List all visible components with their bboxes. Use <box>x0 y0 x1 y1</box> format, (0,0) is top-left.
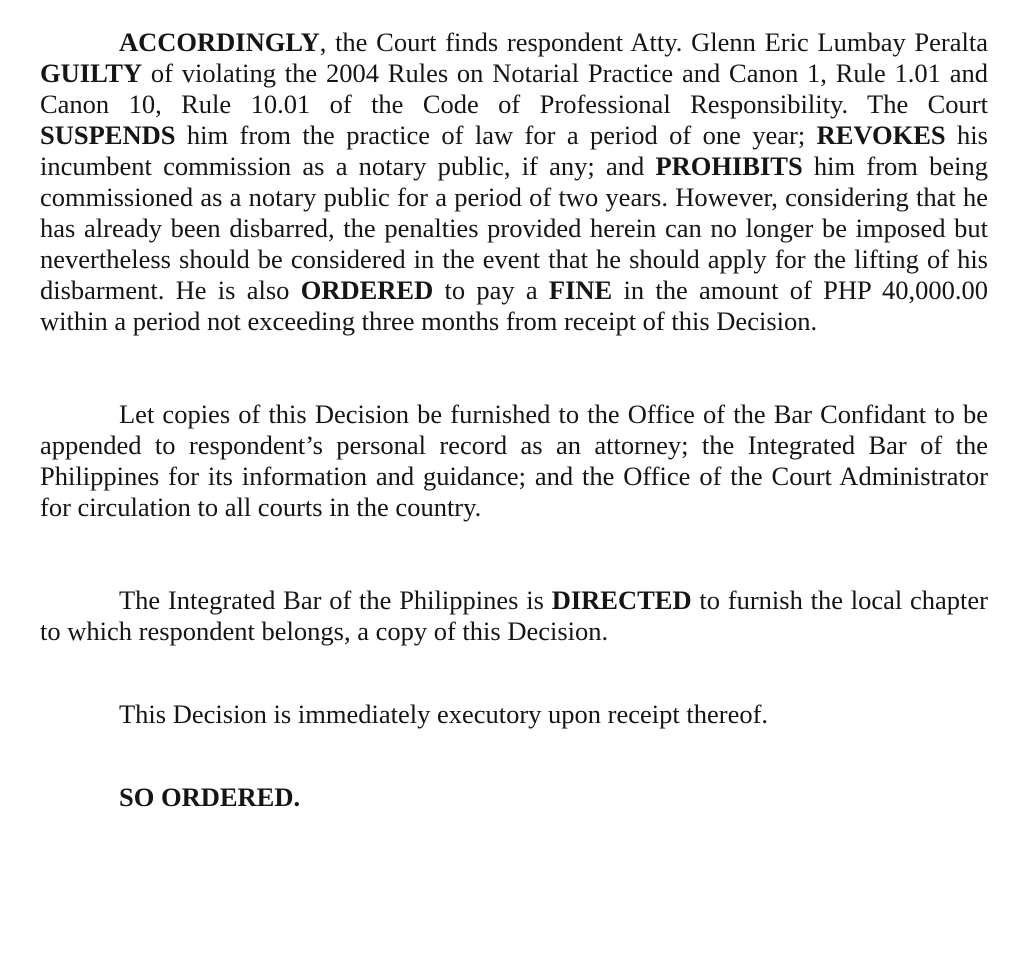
text-run: The Integrated Bar of the Philippines is <box>119 585 552 615</box>
text-run: , the Court finds respondent Atty. Glenn Eric Lumbay Peralta <box>319 27 988 57</box>
paragraph-furnish-copies <box>40 399 988 523</box>
bold-term: SUSPENDS <box>40 120 176 150</box>
bold-term: SO ORDERED. <box>119 782 301 812</box>
text-run: Let copies of this Decision be furnished to the Office of the Bar Confidant to be appended to respondent’s personal record as an attorney; the Integrated Bar of the Philippines for its information and guidance; and the Office of the Court Administrator for circulation to all courts in the country. <box>40 399 988 522</box>
bold-term: DIRECTED <box>551 585 692 615</box>
text-run: him from the practice of law for a period of one year; <box>175 120 817 150</box>
text-run: in the amount of PHP 40,000.00 within a period not exceeding three months from receipt of this Decision. <box>40 275 989 336</box>
text-run: This Decision is immediately executory upon receipt thereof. <box>119 699 769 729</box>
bold-term: REVOKES <box>816 120 946 150</box>
paragraph-executory <box>40 699 988 730</box>
text-run: of violating the 2004 Rules on Notarial Practice and Canon 1, Rule 1.01 and Canon 10, Rule 10.01 of the Code of Professional Responsibility. The Court <box>40 58 988 119</box>
bold-term: ACCORDINGLY <box>119 27 320 57</box>
paragraph-ibp-directive <box>40 585 988 647</box>
text-run: to furnish the local chapter to which respondent belongs, a copy of this Decision. <box>40 585 988 646</box>
bold-term: ORDERED <box>300 275 434 305</box>
paragraph-so-ordered <box>40 782 988 813</box>
bold-term: PROHIBITS <box>655 151 803 181</box>
text-run: him from being commissioned as a notary public for a period of two years. However, considering that he has already been disbarred, the penalties provided herein can no longer be imposed but nevertheless should be considered in the event that he should apply for the lifting of his disbarment. He is also <box>40 151 988 305</box>
text-run: to pay a <box>433 275 549 305</box>
paragraph-dispositive <box>40 27 988 337</box>
bold-term: FINE <box>548 275 613 305</box>
document-page <box>40 27 988 813</box>
text-run: his incumbent commission as a notary public, if any; and <box>40 120 988 181</box>
bold-term: GUILTY <box>40 58 143 88</box>
